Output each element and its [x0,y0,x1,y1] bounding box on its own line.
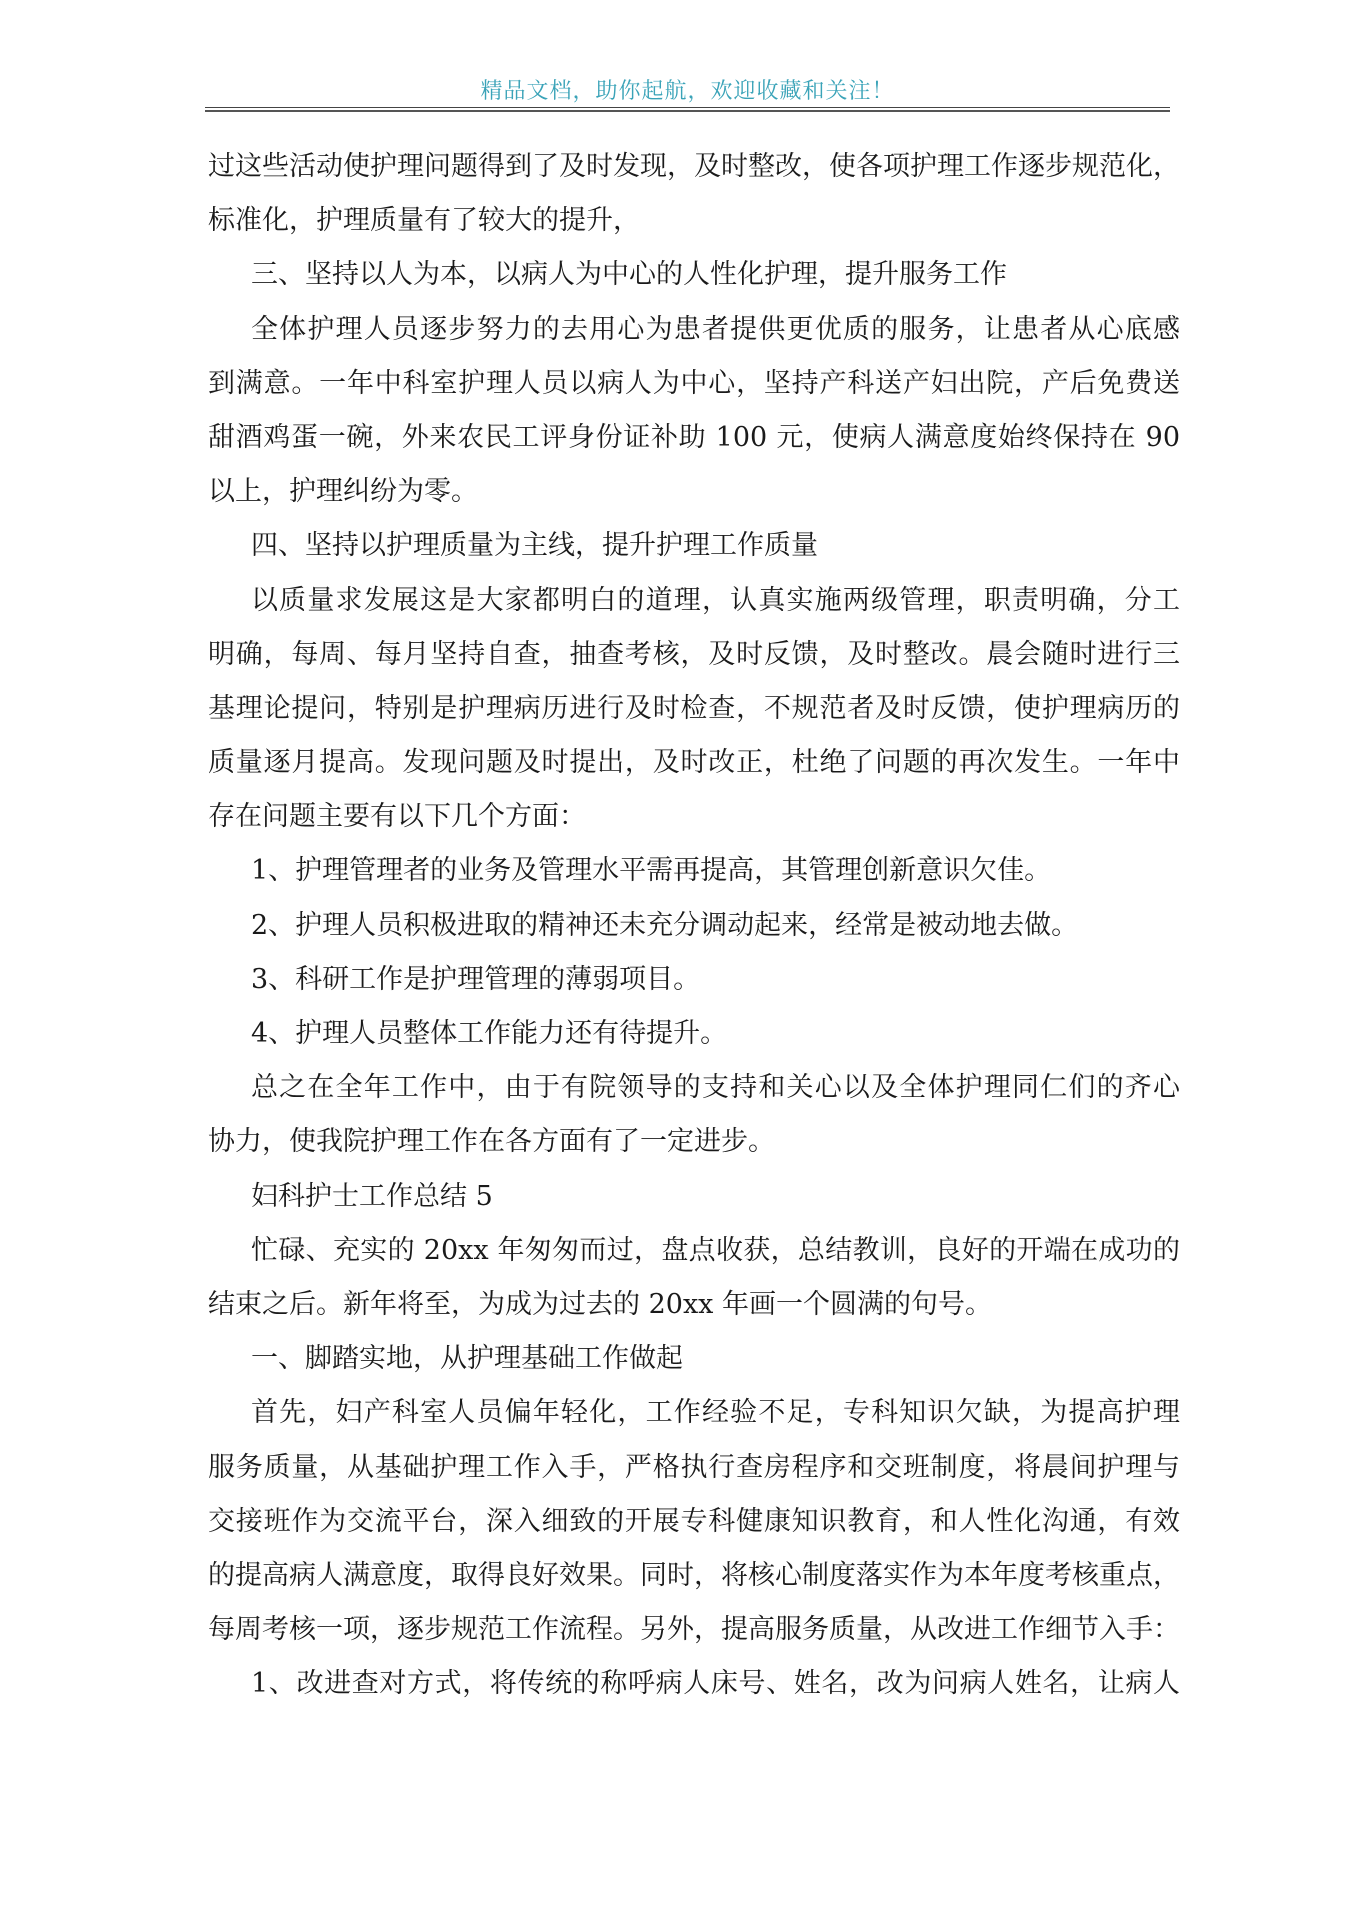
header-divider-thick [205,110,1170,112]
paragraph-line: 存在问题主要有以下几个方面： [208,801,586,833]
paragraph-line: 结束之后。新年将至，为成为过去的 20xx 年画一个圆满的句号。 [208,1288,992,1320]
document-body [208,140,1180,1711]
section-heading: 四、坚持以护理质量为主线，提升护理工作质量 [251,530,818,562]
section-heading: 一、脚踏实地，从护理基础工作做起 [251,1343,683,1375]
paragraph-line: 协力，使我院护理工作在各方面有了一定进步。 [208,1126,775,1158]
paragraph-line: 明确，每周、每月坚持自查，抽查考核，及时反馈，及时整改。晨会随时进行三 [208,638,1180,670]
paragraph-line: 以质量求发展这是大家都明白的道理，认真实施两级管理，职责明确，分工 [251,584,1180,616]
paragraph-line: 交接班作为交流平台，深入细致的开展专科健康知识教育，和人性化沟通，有效 [208,1505,1180,1537]
header-divider [205,107,1170,108]
paragraph-line: 首先，妇产科室人员偏年轻化，工作经验不足，专科知识欠缺，为提高护理 [251,1397,1180,1429]
list-item: 1、改进查对方式，将传统的称呼病人床号、姓名，改为问病人姓名，让病人 [251,1668,1180,1700]
paragraph-line: 标准化，护理质量有了较大的提升， [208,205,640,237]
paragraph-line: 到满意。一年中科室护理人员以病人为中心，坚持产科送产妇出院，产后免费送 [208,367,1180,399]
paragraph-line: 的提高病人满意度，取得良好效果。同时，将核心制度落实作为本年度考核重点， [208,1559,1180,1591]
list-item: 2、护理人员积极进取的精神还未充分调动起来，经常是被动地去做。 [251,909,1079,941]
paragraph-line: 全体护理人员逐步努力的去用心为患者提供更优质的服务，让患者从心底感 [251,313,1180,345]
paragraph-line: 甜酒鸡蛋一碗，外来农民工评身份证补助 100 元，使病人满意度始终保持在 90 [208,421,1180,453]
page-header: 精品文档，助你起航，欢迎收藏和关注！ [480,79,895,104]
section-title: 妇科护士工作总结 5 [251,1180,493,1212]
list-item: 3、科研工作是护理管理的薄弱项目。 [251,963,701,995]
paragraph-line: 基理论提问，特别是护理病历进行及时检查，不规范者及时反馈，使护理病历的 [208,692,1180,724]
paragraph-line: 服务质量，从基础护理工作入手，严格执行查房程序和交班制度，将晨间护理与 [208,1451,1180,1483]
list-item: 1、护理管理者的业务及管理水平需再提高，其管理创新意识欠佳。 [251,855,1052,887]
paragraph-line: 每周考核一项，逐步规范工作流程。另外，提高服务质量，从改进工作细节入手： [208,1614,1180,1646]
section-heading: 三、坚持以人为本，以病人为中心的人性化护理，提升服务工作 [251,259,1007,291]
paragraph-line: 过这些活动使护理问题得到了及时发现，及时整改，使各项护理工作逐步规范化， [208,151,1180,182]
paragraph-line: 总之在全年工作中，由于有院领导的支持和关心以及全体护理同仁们的齐心 [251,1072,1180,1104]
paragraph-line: 忙碌、充实的 20xx 年匆匆而过，盘点收获，总结教训，良好的开端在成功的 [251,1234,1180,1266]
list-item: 4、护理人员整体工作能力还有待提升。 [251,1018,728,1049]
paragraph-line: 质量逐月提高。发现问题及时提出，及时改正，杜绝了问题的再次发生。一年中 [208,747,1180,779]
paragraph-line: 以上，护理纠纷为零。 [208,476,478,508]
